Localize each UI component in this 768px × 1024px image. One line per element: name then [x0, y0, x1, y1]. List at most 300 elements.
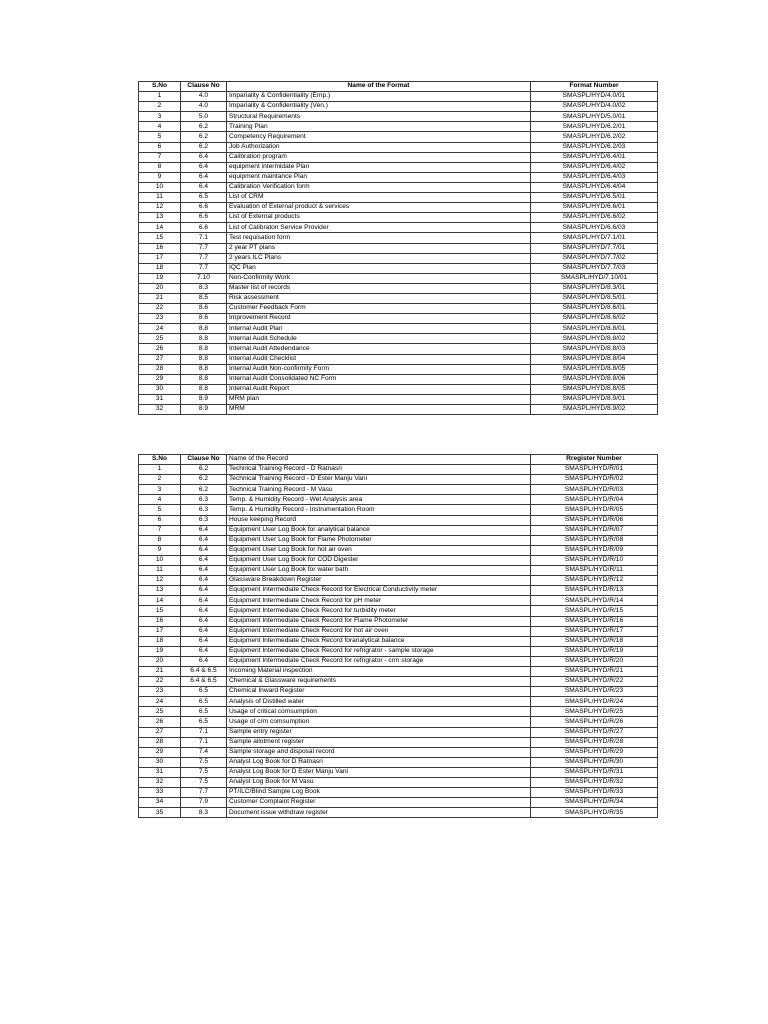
cell-name: Incoming Material inspection	[227, 666, 531, 676]
cell-clause: 8.9	[181, 405, 227, 415]
cell-name: Non-Confirmity Work	[227, 273, 531, 283]
cell-sno: 13	[139, 586, 181, 596]
table-row	[139, 394, 658, 404]
cell-clause: 7.1	[181, 727, 227, 737]
cell-name: Internal Audit Checklist	[227, 354, 531, 364]
cell-number: SMASPL/HYD/R/06	[531, 515, 658, 525]
cell-number: SMASPL/HYD/R/34	[531, 798, 658, 808]
cell-name: Equipment User Log Book for COD Digester	[227, 555, 531, 565]
table-row	[139, 172, 658, 182]
cell-clause: 6.4	[181, 566, 227, 576]
cell-name: MRM	[227, 405, 531, 415]
cell-number: SMASPL/HYD/6.4/01	[531, 152, 658, 162]
cell-clause: 6.5	[181, 717, 227, 727]
table-row	[139, 666, 658, 676]
cell-sno: 33	[139, 788, 181, 798]
cell-number: SMASPL/HYD/R/02	[531, 475, 658, 485]
cell-clause: 7.7	[181, 243, 227, 253]
cell-sno: 20	[139, 283, 181, 293]
cell-name: List of Calibraton Service Provider	[227, 223, 531, 233]
cell-clause: 6.2	[181, 122, 227, 132]
cell-name: equipment maintance Plan	[227, 172, 531, 182]
cell-name: Risk assessment	[227, 293, 531, 303]
cell-clause: 6.4	[181, 555, 227, 565]
cell-name: Internal Audit Plan	[227, 324, 531, 334]
cell-sno: 4	[139, 495, 181, 505]
cell-number: SMASPL/HYD/5.0/01	[531, 112, 658, 122]
cell-number: SMASPL/HYD/6.6/03	[531, 223, 658, 233]
cell-sno: 24	[139, 324, 181, 334]
cell-clause: 6.4	[181, 172, 227, 182]
table-row	[139, 354, 658, 364]
cell-number: SMASPL/HYD/7.7/03	[531, 263, 658, 273]
cell-sno: 9	[139, 172, 181, 182]
cell-number: SMASPL/HYD/R/20	[531, 656, 658, 666]
cell-clause: 6.3	[181, 515, 227, 525]
cell-name: Calibration program	[227, 152, 531, 162]
table-row	[139, 535, 658, 545]
cell-number: SMASPL/HYD/6.6/01	[531, 203, 658, 213]
table-row	[139, 314, 658, 324]
cell-number: SMASPL/HYD/8.6/01	[531, 304, 658, 314]
table-row	[139, 92, 658, 102]
cell-clause: 8.8	[181, 364, 227, 374]
table-row	[139, 626, 658, 636]
cell-name: Impariality & Confidentiality (Emp.)	[227, 92, 531, 102]
cell-sno: 3	[139, 112, 181, 122]
cell-number: SMASPL/HYD/R/07	[531, 525, 658, 535]
table-row	[139, 213, 658, 223]
cell-clause: 6.4	[181, 596, 227, 606]
cell-clause: 8.8	[181, 384, 227, 394]
cell-number: SMASPL/HYD/6.5/01	[531, 193, 658, 203]
cell-number: SMASPL/HYD/R/16	[531, 616, 658, 626]
cell-clause: 6.4	[181, 616, 227, 626]
cell-clause: 4.0	[181, 102, 227, 112]
cell-clause: 5.0	[181, 112, 227, 122]
cell-name: Job Authorization	[227, 142, 531, 152]
table-row	[139, 788, 658, 798]
cell-clause: 8.6	[181, 314, 227, 324]
cell-sno: 30	[139, 757, 181, 767]
cell-name: Impariality & Confidentiality (Ven.)	[227, 102, 531, 112]
format-table	[138, 81, 658, 415]
cell-clause: 6.6	[181, 223, 227, 233]
cell-number: SMASPL/HYD/8.8/05	[531, 364, 658, 374]
cell-name: Calibration Verification form	[227, 182, 531, 192]
cell-sno: 15	[139, 233, 181, 243]
cell-sno: 13	[139, 213, 181, 223]
cell-clause: 6.2	[181, 475, 227, 485]
cell-number: SMASPL/HYD/R/21	[531, 666, 658, 676]
cell-name: Chemical & Glassware requirements	[227, 677, 531, 687]
cell-clause: 6.6	[181, 213, 227, 223]
cell-name: Internal Audit Non-confirmity Form	[227, 364, 531, 374]
cell-number: SMASPL/HYD/7.7/02	[531, 253, 658, 263]
cell-clause: 8.5	[181, 293, 227, 303]
cell-sno: 28	[139, 364, 181, 374]
cell-name: Usage of crm comsumption	[227, 717, 531, 727]
cell-sno: 24	[139, 697, 181, 707]
format-table-header	[139, 82, 658, 92]
cell-clause: 7.7	[181, 788, 227, 798]
cell-sno: 5	[139, 132, 181, 142]
cell-number: SMASPL/HYD/R/28	[531, 737, 658, 747]
table-row	[139, 243, 658, 253]
cell-sno: 19	[139, 646, 181, 656]
table-row	[139, 586, 658, 596]
cell-name: List of CRM	[227, 193, 531, 203]
table-row	[139, 405, 658, 415]
cell-clause: 6.4	[181, 152, 227, 162]
cell-number: SMASPL/HYD/R/33	[531, 788, 658, 798]
cell-number: SMASPL/HYD/8.8/06	[531, 374, 658, 384]
table-row	[139, 636, 658, 646]
table-row	[139, 606, 658, 616]
cell-number: SMASPL/HYD/R/01	[531, 465, 658, 475]
cell-sno: 26	[139, 344, 181, 354]
cell-name: IQC Plan	[227, 263, 531, 273]
cell-sno: 21	[139, 666, 181, 676]
cell-sno: 27	[139, 727, 181, 737]
cell-number: SMASPL/HYD/6.4/03	[531, 172, 658, 182]
cell-clause: 4.0	[181, 92, 227, 102]
cell-name: Analysis of Distilled water	[227, 697, 531, 707]
cell-number: SMASPL/HYD/R/25	[531, 707, 658, 717]
cell-number: SMASPL/HYD/7.7/01	[531, 243, 658, 253]
cell-sno: 4	[139, 122, 181, 132]
cell-sno: 12	[139, 203, 181, 213]
cell-sno: 12	[139, 576, 181, 586]
cell-number: SMASPL/HYD/7.10/01	[531, 273, 658, 283]
cell-number: SMASPL/HYD/8.5/01	[531, 293, 658, 303]
cell-sno: 16	[139, 616, 181, 626]
cell-sno: 34	[139, 798, 181, 808]
cell-clause: 6.4	[181, 586, 227, 596]
table-row	[139, 747, 658, 757]
cell-clause: 6.2	[181, 142, 227, 152]
cell-sno: 2	[139, 102, 181, 112]
cell-number: SMASPL/HYD/8.9/02	[531, 405, 658, 415]
table-row	[139, 102, 658, 112]
cell-sno: 18	[139, 263, 181, 273]
cell-name: PT/ILC/Blind Sample Log Book	[227, 788, 531, 798]
table-row	[139, 324, 658, 334]
cell-clause: 7.5	[181, 778, 227, 788]
cell-number: SMASPL/HYD/8.8/03	[531, 344, 658, 354]
format-table-body	[139, 92, 658, 415]
cell-sno: 25	[139, 334, 181, 344]
cell-clause: 6.4 & 6.5	[181, 677, 227, 687]
cell-number: SMASPL/HYD/8.8/04	[531, 354, 658, 364]
cell-name: Analyst Log Book for M Vasu	[227, 778, 531, 788]
cell-sno: 35	[139, 808, 181, 818]
cell-name: Equipment User Log Book for hot air oven	[227, 545, 531, 555]
table-row	[139, 364, 658, 374]
cell-name: Technical Training Record - D Ratnasri	[227, 465, 531, 475]
cell-name: Technical Training Record - M Vasu	[227, 485, 531, 495]
cell-name: 2 years ILC Plans	[227, 253, 531, 263]
table-row	[139, 112, 658, 122]
cell-clause: 8.8	[181, 334, 227, 344]
cell-sno: 16	[139, 243, 181, 253]
table-row	[139, 344, 658, 354]
table-row	[139, 767, 658, 777]
cell-clause: 6.4	[181, 535, 227, 545]
cell-name: Sample entry register	[227, 727, 531, 737]
table-row	[139, 515, 658, 525]
cell-number: SMASPL/HYD/R/03	[531, 485, 658, 495]
header-record-name: Name of the Record	[227, 455, 531, 465]
record-table-body	[139, 465, 658, 818]
cell-sno: 23	[139, 687, 181, 697]
cell-number: SMASPL/HYD/R/35	[531, 808, 658, 818]
cell-sno: 29	[139, 747, 181, 757]
table-row	[139, 616, 658, 626]
cell-sno: 3	[139, 485, 181, 495]
cell-clause: 6.5	[181, 697, 227, 707]
cell-name: Equipment User Log Book for Flame Photometer	[227, 535, 531, 545]
cell-name: Technical Training Record - D Ester Manju Vani	[227, 475, 531, 485]
cell-clause: 8.8	[181, 324, 227, 334]
cell-name: Equipment User Log Book for analytical balance	[227, 525, 531, 535]
cell-name: MRM plan	[227, 394, 531, 404]
table-row	[139, 132, 658, 142]
table-row	[139, 465, 658, 475]
record-table-header	[139, 455, 658, 465]
cell-number: SMASPL/HYD/R/09	[531, 545, 658, 555]
cell-clause: 6.5	[181, 193, 227, 203]
table-row	[139, 374, 658, 384]
cell-number: SMASPL/HYD/R/12	[531, 576, 658, 586]
table-row	[139, 505, 658, 515]
cell-name: Sample allotment register	[227, 737, 531, 747]
cell-number: SMASPL/HYD/6.2/01	[531, 122, 658, 132]
cell-name: Internal Audit Attedendance	[227, 344, 531, 354]
cell-number: SMASPL/HYD/4.0/01	[531, 92, 658, 102]
table-row	[139, 384, 658, 394]
cell-name: 2 year PT plans	[227, 243, 531, 253]
table-row	[139, 182, 658, 192]
cell-number: SMASPL/HYD/6.6/02	[531, 213, 658, 223]
cell-name: Equipment Intermediate Check Record for pH meter	[227, 596, 531, 606]
cell-number: SMASPL/HYD/R/13	[531, 586, 658, 596]
table-row	[139, 283, 658, 293]
header-format-name: Name of the Format	[227, 82, 531, 92]
table-row	[139, 545, 658, 555]
table-row	[139, 707, 658, 717]
cell-name: Structural Requirements	[227, 112, 531, 122]
cell-clause: 6.6	[181, 203, 227, 213]
cell-sno: 23	[139, 314, 181, 324]
cell-clause: 6.4	[181, 182, 227, 192]
cell-sno: 8	[139, 535, 181, 545]
cell-sno: 17	[139, 253, 181, 263]
cell-name: Equipment Intermediate Check Record for Flame Photometer	[227, 616, 531, 626]
cell-clause: 8.6	[181, 304, 227, 314]
cell-clause: 8.8	[181, 374, 227, 384]
cell-number: SMASPL/HYD/8.8/01	[531, 324, 658, 334]
table-row	[139, 646, 658, 656]
table-row	[139, 727, 658, 737]
cell-number: SMASPL/HYD/8.9/01	[531, 394, 658, 404]
cell-name: Equipment Intermediate Check Record for hot air oven	[227, 626, 531, 636]
cell-sno: 14	[139, 223, 181, 233]
cell-number: SMASPL/HYD/R/31	[531, 767, 658, 777]
cell-name: Evaluation of External product & services	[227, 203, 531, 213]
cell-number: SMASPL/HYD/R/19	[531, 646, 658, 656]
cell-clause: 8.3	[181, 283, 227, 293]
cell-sno: 18	[139, 636, 181, 646]
cell-name: Competency Requirement	[227, 132, 531, 142]
table-row	[139, 717, 658, 727]
table-row	[139, 808, 658, 818]
cell-sno: 11	[139, 193, 181, 203]
cell-number: SMASPL/HYD/R/22	[531, 677, 658, 687]
cell-sno: 29	[139, 374, 181, 384]
cell-sno: 5	[139, 505, 181, 515]
cell-number: SMASPL/HYD/R/11	[531, 566, 658, 576]
cell-name: Improvement Record	[227, 314, 531, 324]
cell-number: SMASPL/HYD/R/05	[531, 505, 658, 515]
cell-clause: 8.3	[181, 808, 227, 818]
cell-sno: 6	[139, 142, 181, 152]
record-table	[138, 454, 658, 818]
cell-name: Equipment Intermediate Check Record for Electrical Conductivity meter	[227, 586, 531, 596]
cell-name: Equipment Intermediate Check Record for turbidity meter	[227, 606, 531, 616]
cell-sno: 6	[139, 515, 181, 525]
cell-name: Internal Audit Schedule	[227, 334, 531, 344]
table-row	[139, 273, 658, 283]
cell-name: Temp. & Humidity Record - Wet Analysis area	[227, 495, 531, 505]
cell-name: Customer Feedback Form	[227, 304, 531, 314]
cell-clause: 6.3	[181, 505, 227, 515]
header-clause: Clause No	[181, 82, 227, 92]
cell-name: Equipment User Log Book for water bath	[227, 566, 531, 576]
cell-clause: 7.1	[181, 737, 227, 747]
cell-name: Equipment Intermediate Check Record foranalytical balance	[227, 636, 531, 646]
cell-clause: 6.4	[181, 646, 227, 656]
cell-sno: 7	[139, 152, 181, 162]
table-row	[139, 596, 658, 606]
cell-number: SMASPL/HYD/R/30	[531, 757, 658, 767]
cell-clause: 6.2	[181, 485, 227, 495]
cell-clause: 6.2	[181, 132, 227, 142]
cell-sno: 22	[139, 677, 181, 687]
cell-number: SMASPL/HYD/R/10	[531, 555, 658, 565]
cell-sno: 1	[139, 465, 181, 475]
cell-name: Test requisation form	[227, 233, 531, 243]
table-row	[139, 757, 658, 767]
cell-sno: 1	[139, 92, 181, 102]
cell-sno: 27	[139, 354, 181, 364]
cell-clause: 7.7	[181, 263, 227, 273]
table-row	[139, 687, 658, 697]
cell-number: SMASPL/HYD/7.1/01	[531, 233, 658, 243]
cell-clause: 7.10	[181, 273, 227, 283]
table-row	[139, 656, 658, 666]
cell-clause: 6.5	[181, 707, 227, 717]
header-sno: S.No	[139, 82, 181, 92]
cell-name: Glassware Breakdown Register	[227, 576, 531, 586]
cell-sno: 8	[139, 162, 181, 172]
table-row	[139, 737, 658, 747]
header-clause: Clause No	[181, 455, 227, 465]
cell-sno: 25	[139, 707, 181, 717]
cell-clause: 6.4	[181, 576, 227, 586]
cell-name: List of External products	[227, 213, 531, 223]
cell-sno: 2	[139, 475, 181, 485]
cell-sno: 22	[139, 304, 181, 314]
header-register-number: Rregister Number	[531, 455, 658, 465]
table-row	[139, 122, 658, 132]
table-row	[139, 475, 658, 485]
cell-number: SMASPL/HYD/6.2/03	[531, 142, 658, 152]
table-row	[139, 798, 658, 808]
cell-sno: 10	[139, 555, 181, 565]
cell-clause: 7.5	[181, 757, 227, 767]
cell-name: Temp. & Humidity Record - Instrumentation Room	[227, 505, 531, 515]
table-row	[139, 253, 658, 263]
cell-number: SMASPL/HYD/4.0/02	[531, 102, 658, 112]
cell-clause: 8.8	[181, 354, 227, 364]
table-row	[139, 485, 658, 495]
cell-clause: 6.4	[181, 656, 227, 666]
table-row	[139, 193, 658, 203]
table-row	[139, 203, 658, 213]
cell-clause: 6.4	[181, 162, 227, 172]
cell-sno: 20	[139, 656, 181, 666]
cell-name: House keeping Record	[227, 515, 531, 525]
cell-name: Analyst Log Book for D Ratnasri	[227, 757, 531, 767]
table-row	[139, 142, 658, 152]
cell-sno: 11	[139, 566, 181, 576]
table-row	[139, 576, 658, 586]
header-format-number: Format Number	[531, 82, 658, 92]
cell-clause: 7.1	[181, 233, 227, 243]
cell-clause: 7.5	[181, 767, 227, 777]
table-row	[139, 697, 658, 707]
cell-number: SMASPL/HYD/6.4/02	[531, 162, 658, 172]
cell-clause: 6.4	[181, 606, 227, 616]
cell-clause: 7.7	[181, 253, 227, 263]
cell-sno: 21	[139, 293, 181, 303]
cell-name: equipment intermidate Plan	[227, 162, 531, 172]
cell-number: SMASPL/HYD/R/27	[531, 727, 658, 737]
cell-sno: 14	[139, 596, 181, 606]
cell-clause: 6.4	[181, 626, 227, 636]
cell-number: SMASPL/HYD/R/08	[531, 535, 658, 545]
cell-name: Training Plan	[227, 122, 531, 132]
table-row	[139, 223, 658, 233]
cell-clause: 6.4	[181, 636, 227, 646]
cell-sno: 31	[139, 767, 181, 777]
cell-number: SMASPL/HYD/8.3/01	[531, 283, 658, 293]
table-row	[139, 525, 658, 535]
cell-name: Internal Audit Consolidated NC Form	[227, 374, 531, 384]
cell-sno: 28	[139, 737, 181, 747]
cell-sno: 17	[139, 626, 181, 636]
cell-clause: 8.8	[181, 344, 227, 354]
cell-clause: 6.5	[181, 687, 227, 697]
cell-sno: 32	[139, 405, 181, 415]
table-row	[139, 555, 658, 565]
cell-number: SMASPL/HYD/R/23	[531, 687, 658, 697]
cell-clause: 7.9	[181, 798, 227, 808]
table-row	[139, 677, 658, 687]
table-row	[139, 233, 658, 243]
cell-number: SMASPL/HYD/6.4/04	[531, 182, 658, 192]
